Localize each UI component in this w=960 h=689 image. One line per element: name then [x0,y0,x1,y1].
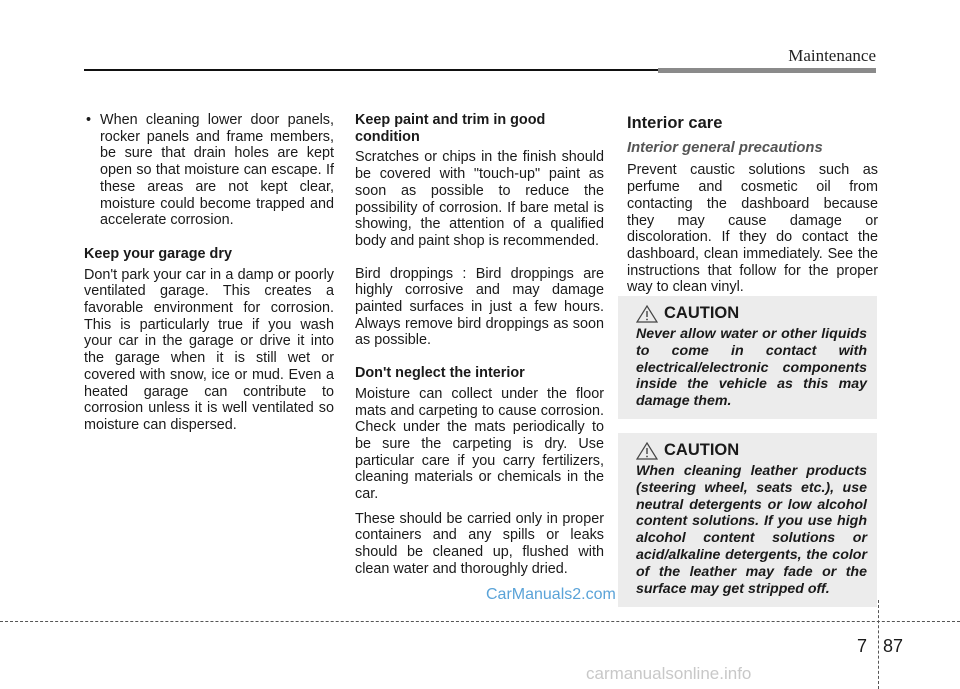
column-3 [627,112,878,312]
paint-paragraph: Scratches or chips in the finish should be covered with "touch-up" paint as soon as possible to reduce the possibility of corrosion. If bare metal is showing, the attention of a qualified body and paint shop is recommended. [355,149,604,249]
bullet-marker: • [86,112,92,128]
watermark-center[interactable]: CarManuals2.com [486,586,616,603]
column-2 [355,112,604,594]
footer-divider [0,621,960,622]
footer-vertical-divider [878,600,879,689]
caution-box-2 [618,433,877,607]
caution-title: CAUTION [664,441,740,459]
interior-care-paragraph: Prevent caustic solutions such as perfume and cosmetic oil from contacting the dashboard because they may cause damage or discoloration. If they do contact the dashboard, clean immediately. See the instructions that follow for the proper way to clean vinyl. [627,162,878,296]
watermark-bottom[interactable]: carmanualsonline.info [586,664,752,683]
header-rule [84,69,658,71]
caution-header [636,441,867,460]
caution-title: CAUTION [664,304,740,322]
interior-heading: Don't neglect the interior [355,365,525,382]
warning-triangle-icon [636,442,658,460]
drain-holes-bullet [84,112,334,229]
caution-text: Never allow water or other liquids to come in contact with electrical/electronic components inside the vehicle as this may damage them. [636,326,867,410]
caution-header [636,304,867,323]
chapter-number: 7 [857,636,868,656]
garage-paragraph: Don't park your car in a damp or poorly ventilated garage. This creates a favorable environment for corrosion. This is particularly true if you wash your car in the garage or drive it into the garage when it is still wet or covered with snow, ice or mud. Even a heated garage can contribute to corrosion unless it is well ventilated so moisture can dispersed. [84,266,334,433]
warning-triangle-icon [636,305,658,323]
bird-droppings-paragraph: Bird droppings : Bird droppings are highly corrosive and may damage painted surfaces in just a few hours. Always remove bird droppings as soon as possible. [355,265,604,349]
interior-precautions-subheading: Interior general precautions [627,139,823,156]
interior-paragraph-1: Moisture can collect under the floor mats and carpeting to cause corrosion. Check under the mats periodically to be sure the carpeting is dry. Use particular care if you carry fertilizers, cleaning materials or chemicals in the car. [355,385,604,503]
paint-heading: Keep paint and trim in good condition [355,112,546,145]
header-title: Maintenance [788,46,876,65]
garage-heading: Keep your garage dry [84,245,232,262]
caution-box-1 [618,296,877,419]
header-rule-accent [658,68,876,73]
drain-holes-text: When cleaning lower door panels, rocker panels and frame members, be sure that drain holes are kept open so that moisture can escape. If these areas are not kept clear, moisture could become trapped and accelerate corrosion. [100,112,334,229]
page-number: 87 [883,636,904,656]
caution-text: When cleaning leather products (steering wheel, seats etc.), use neutral detergents or low alcohol content solutions. If you use high alcohol content solutions or acid/alkaline detergents, the color of the leather may fade or the surface may get stripped off. [636,463,867,597]
interior-paragraph-2: These should be carried only in proper containers and any spills or leaks should be cleaned up, flushed with clean water and thoroughly dried. [355,510,604,577]
column-1 [84,112,334,450]
interior-care-heading: Interior care [627,114,723,132]
